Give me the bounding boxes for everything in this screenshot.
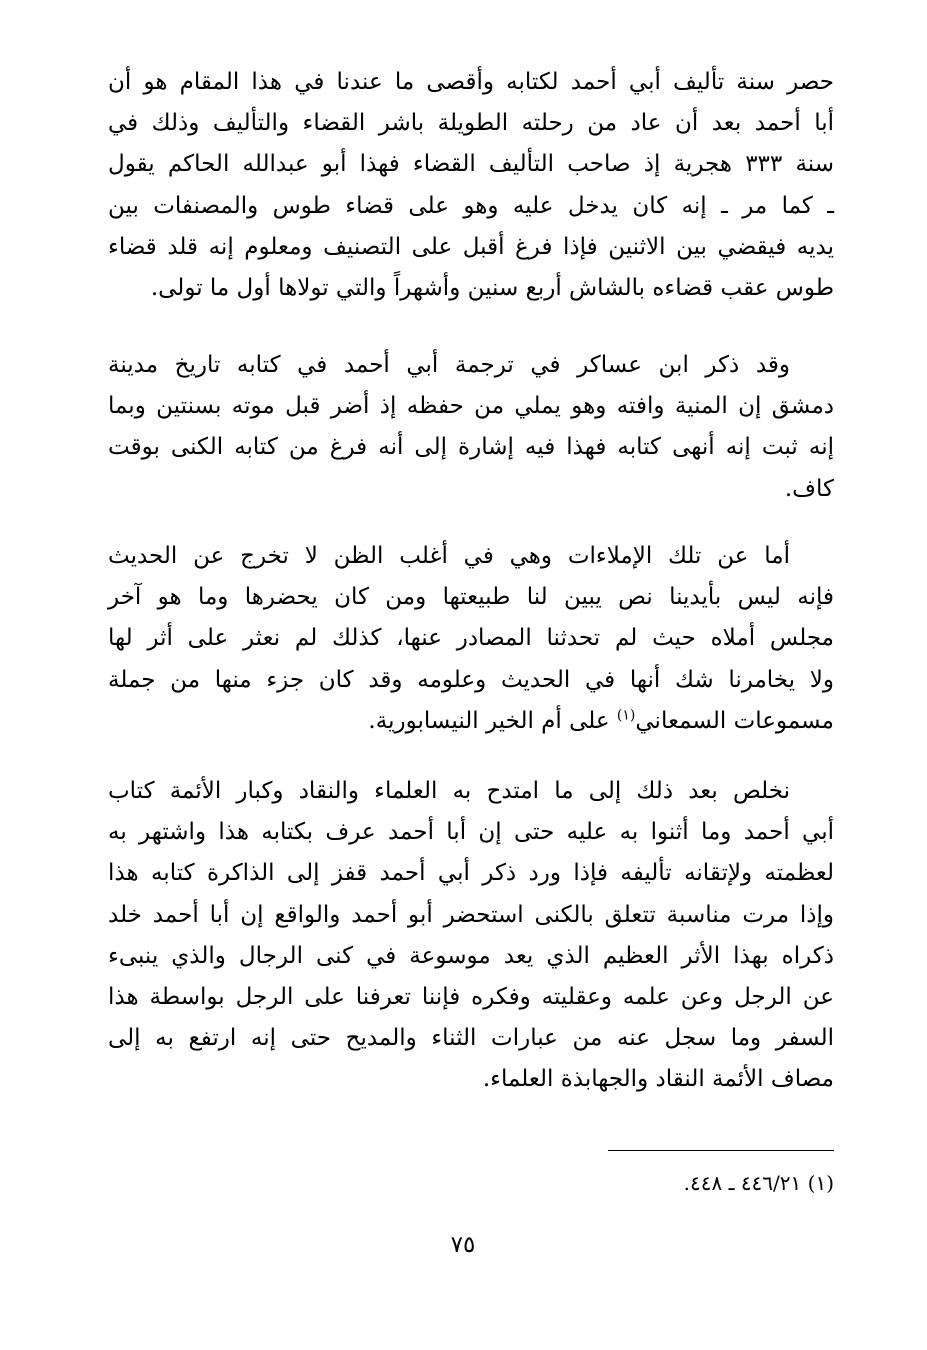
text-line: أبي أحمد وما أثنوا به عليه حتى إن أبا أحمد عرف بكتابه هذا واشتهر به (108, 819, 834, 846)
text-line: عن الرجل وعن علمه وعقليته وفكره فإننا تعرفنا على الرجل بواسطة هذا (108, 984, 834, 1011)
text-line: مجلس أملاه حيث لم تحدثنا المصادر عنها، كذلك لم نعثر على أثر لها (108, 625, 834, 652)
text-line: حصر سنة تأليف أبي أحمد لكتابه وأقصى ما عندنا في هذا المقام هو أن (108, 69, 834, 95)
text-line: كاف. (784, 475, 834, 502)
text-line: يديه فيقضي بين الاثنين فإذا فرغ أقبل على التصنيف ومعلوم إنه قلد قضاء (108, 233, 834, 260)
footnote: (١) ٤٤٦/٢١ ـ ٤٤٨. (683, 1171, 834, 1195)
paragraph-3 (108, 536, 834, 742)
text-line: وقد ذكر ابن عساكر في ترجمة أبي أحمد في كتابه تاريخ مدينة (108, 352, 790, 378)
text-line: طوس عقب قضاءه بالشاش أربع سنين وأشهراً والتي تولاها أول ما تولى. (150, 275, 834, 302)
text-segment: على أم الخير النيسابورية. (368, 707, 617, 734)
page-number: ٧٥ (450, 1232, 476, 1258)
text-line: أبا أحمد بعد أن عاد من رحلته الطويلة باشر القضاء والتأليف وذلك في (108, 110, 834, 137)
text-line: وإذا مرت مناسبة تتعلق بالكنى استحضر أبو أحمد والواقع إن أبا أحمد خلد (108, 901, 834, 928)
text-line: ذكراه بهذا الأثر العظيم الذي يعد موسوعة في كنى الرجال والذي ينبىء (108, 942, 834, 969)
text-line: سنة ٣٣٣ هجرية إذ صاحب التأليف القضاء فهذا أبو عبدالله الحاكم يقول (108, 151, 834, 178)
footnote-separator (608, 1150, 834, 1151)
text-line: ولا يخامرنا شك أنها في الحديث وعلومه وقد كان جزء منها من جملة (108, 666, 834, 693)
footnote-reference[interactable]: (١) (616, 707, 636, 724)
paragraph-2 (108, 345, 834, 510)
paragraph-1 (108, 62, 834, 309)
text-line: فإنه ليس بأيدينا نص يبين لنا طبيعتها ومن كان يحضرها وما هو آخر (108, 584, 834, 611)
text-line: مصاف الأئمة النقاد والجهابذة العلماء. (482, 1066, 834, 1093)
text-line: نخلص بعد ذلك إلى ما امتدح به العلماء والنقاد وكبار الأئمة كتاب (108, 778, 790, 804)
text-line (108, 701, 834, 742)
text-line: إنه ثبت إنه أنهى كتابه فهذا فيه إشارة إلى أنه فرغ من كتابه الكنى بوقت (108, 434, 834, 461)
text-line: لعظمته ولإتقانه تأليفه فإذا ورد ذكر أبي أحمد قفز إلى الذاكرة كتابه هذا (108, 860, 834, 887)
text-line: دمشق إن المنية وافته وهو يملي من حفظه إذ أضر قبل موته بسنتين وبما (108, 393, 834, 420)
text-line: السفر وما سجل عنه من عبارات الثناء والمديح حتى إنه ارتفع به إلى (108, 1025, 834, 1052)
text-segment: مسموعات السمعاني (635, 707, 834, 734)
paragraph-4 (108, 771, 834, 1101)
text-line: أما عن تلك الإملاءات وهي في أغلب الظن لا تخرج عن الحديث (108, 543, 790, 569)
text-line: ـ كما مر ـ إنه كان يدخل عليه وهو على قضاء طوس والمصنفات بين (108, 192, 834, 219)
